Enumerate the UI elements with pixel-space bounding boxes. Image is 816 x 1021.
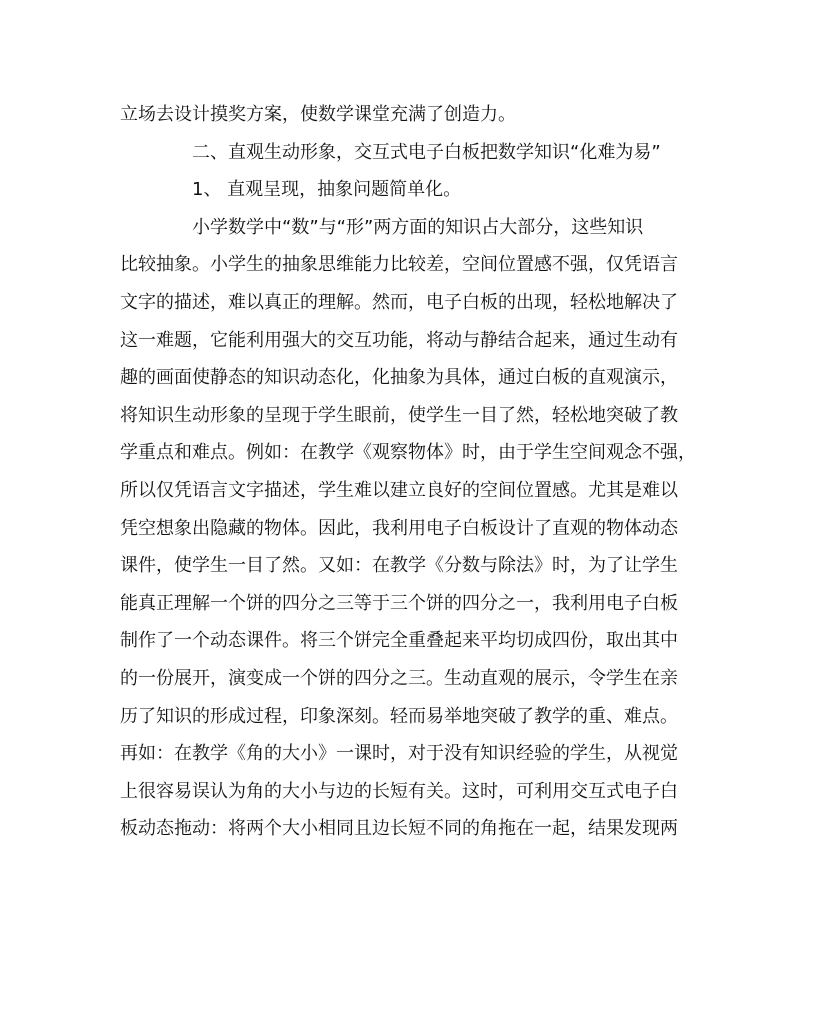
- section-heading: 二、直观生动形象，交互式电子白板把数学知识“化难为易”: [192, 141, 661, 163]
- subsection-heading: 1、 直观呈现，抽象问题简单化。: [192, 179, 462, 201]
- text-line: 历了知识的形成过程，印象深刻。轻而易举地突破了教学的重、难点。: [120, 705, 678, 727]
- text-line: 课件，使学生一目了然。又如：在教学《分数与除法》时，为了让学生: [120, 555, 678, 577]
- text-line: 将知识生动形象的呈现于学生眼前，使学生一目了然，轻松地突破了教: [120, 404, 678, 426]
- text-line: 文字的描述，难以真正的理解。然而，电子白板的出现，轻松地解决了: [120, 291, 678, 313]
- text-line: 凭空想象出隐藏的物体。因此，我利用电子白板设计了直观的物体动态: [120, 517, 678, 539]
- document-body: [120, 96, 698, 848]
- text-line: 上很容易误认为角的大小与边的长短有关。这时，可利用交互式电子白: [120, 780, 678, 802]
- text-line: 小学数学中“数”与“形”两方面的知识占大部分，这些知识: [192, 216, 644, 238]
- text-line: 这一难题，它能利用强大的交互功能，将动与静结合起来，通过生动有: [120, 329, 678, 351]
- text-line: 再如：在教学《角的大小》一课时，对于没有知识经验的学生，从视觉: [120, 743, 678, 765]
- text-line: 趣的画面使静态的知识动态化，化抽象为具体，通过白板的直观演示，: [120, 367, 678, 389]
- text-line: 的一份展开，演变成一个饼的四分之三。生动直观的展示，令学生在亲: [120, 667, 678, 689]
- text-line: 能真正理解一个饼的四分之三等于三个饼的四分之一，我利用电子白板: [120, 592, 678, 614]
- text-line: 比较抽象。小学生的抽象思维能力比较差，空间位置感不强，仅凭语言: [120, 254, 678, 276]
- text-line: 学重点和难点。例如：在教学《观察物体》时，由于学生空间观念不强，: [120, 442, 696, 464]
- text-line: 制作了一个动态课件。将三个饼完全重叠起来平均切成四份，取出其中: [120, 630, 678, 652]
- text-line: 所以仅凭语言文字描述，学生难以建立良好的空间位置感。尤其是难以: [120, 479, 678, 501]
- text-line: 立场去设计摸奖方案，使数学课堂充满了创造力。: [120, 104, 516, 125]
- text-line: 板动态拖动：将两个大小相同且边长短不同的角拖在一起，结果发现两: [120, 818, 678, 840]
